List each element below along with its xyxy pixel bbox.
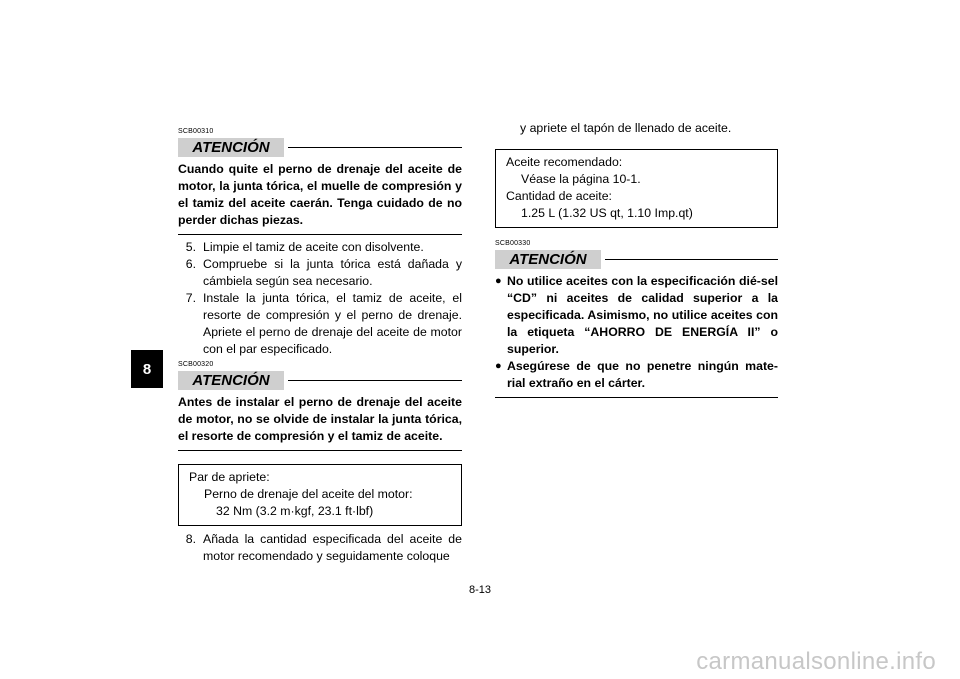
step-text: Instale la junta tórica, el tamiz de aceite, el resorte de compresión y el perno de drenaje. Apriete el perno de drenaje del aceite de motor con el par especificado.: [203, 291, 462, 356]
step-text: Añada la cantidad especificada del aceite de motor recomendado y seguidamente coloque: [203, 532, 462, 563]
step-number: 8.: [185, 532, 196, 546]
step-item: [178, 239, 462, 256]
caution-header: [178, 138, 462, 157]
bullet-text: No utilice aceites con la especificación dié-sel “CD” ni aceites de calidad superior a la especificada. Asimismo, no utilice aceites con la etiqueta “AHORRO DE ENERGÍA II” o superior.: [507, 274, 778, 356]
bullet-icon: ●: [495, 275, 502, 287]
caution-rule: [288, 147, 462, 148]
caution-code: SCB00330: [495, 240, 531, 247]
caution-rule: [288, 380, 462, 381]
bullet-item: [495, 358, 778, 392]
caution-header: [495, 250, 778, 269]
step-item: [178, 290, 462, 358]
step-number: 5.: [185, 240, 196, 254]
right-column: [495, 120, 778, 398]
caution-code: SCB00310: [178, 128, 214, 135]
watermark: carmanualsonline.info: [696, 648, 936, 675]
step-text: Compruebe si la junta tórica está dañada y cámbiela según sea necesario.: [203, 257, 462, 288]
step-number: 7.: [185, 291, 196, 305]
caution-label: ATENCIÓN: [178, 138, 284, 157]
torque-spec-box: [178, 464, 462, 526]
caution-block-1: [178, 128, 462, 235]
step-list: [178, 531, 462, 565]
step-item: [178, 531, 462, 565]
page-number: 8-13: [468, 584, 492, 596]
caution-label: ATENCIÓN: [495, 250, 601, 269]
oil-quantity-heading: Cantidad de aceite:: [506, 189, 612, 203]
step-item: [178, 256, 462, 290]
caution-block-2: [178, 361, 462, 451]
oil-reference: Véase la página 10-1.: [521, 172, 641, 186]
step-continuation: y apriete el tapón de llenado de aceite.: [520, 121, 732, 135]
left-column: [178, 128, 462, 565]
caution-rule: [605, 259, 778, 260]
caution-code: SCB00320: [178, 361, 214, 368]
caution-header: [178, 371, 462, 390]
bullet-icon: ●: [495, 360, 502, 372]
caution-block-3: [495, 240, 778, 398]
torque-item: Perno de drenaje del aceite del motor:: [204, 487, 413, 501]
caution-label: ATENCIÓN: [178, 371, 284, 390]
torque-value: 32 Nm (3.2 m·kgf, 23.1 ft·lbf): [216, 504, 374, 518]
caution-bullets: [495, 273, 778, 398]
caution-text: Cuando quite el perno de drenaje del aceite de motor, la junta tórica, el muelle de compresión y el tamiz del aceite caerán. Tenga cuidado de no perder dichas piezas.: [178, 161, 462, 235]
torque-heading: Par de apriete:: [189, 470, 270, 484]
caution-text: Antes de instalar el perno de drenaje del aceite de motor, no se olvide de instalar la junta tórica, el resorte de compresión y el tamiz de aceite.: [178, 394, 462, 451]
oil-spec-box: [495, 149, 778, 228]
bullet-text: Asegúrese de que no penetre ningún mate-rial extraño en el cárter.: [507, 359, 778, 390]
step-list: [178, 239, 462, 358]
bullet-item: [495, 273, 778, 358]
step-text: Limpie el tamiz de aceite con disolvente.: [203, 240, 424, 254]
oil-heading: Aceite recomendado:: [506, 155, 623, 169]
step-number: 6.: [185, 257, 196, 271]
chapter-tab: 8: [131, 350, 163, 388]
oil-quantity-value: 1.25 L (1.32 US qt, 1.10 Imp.qt): [521, 206, 693, 220]
